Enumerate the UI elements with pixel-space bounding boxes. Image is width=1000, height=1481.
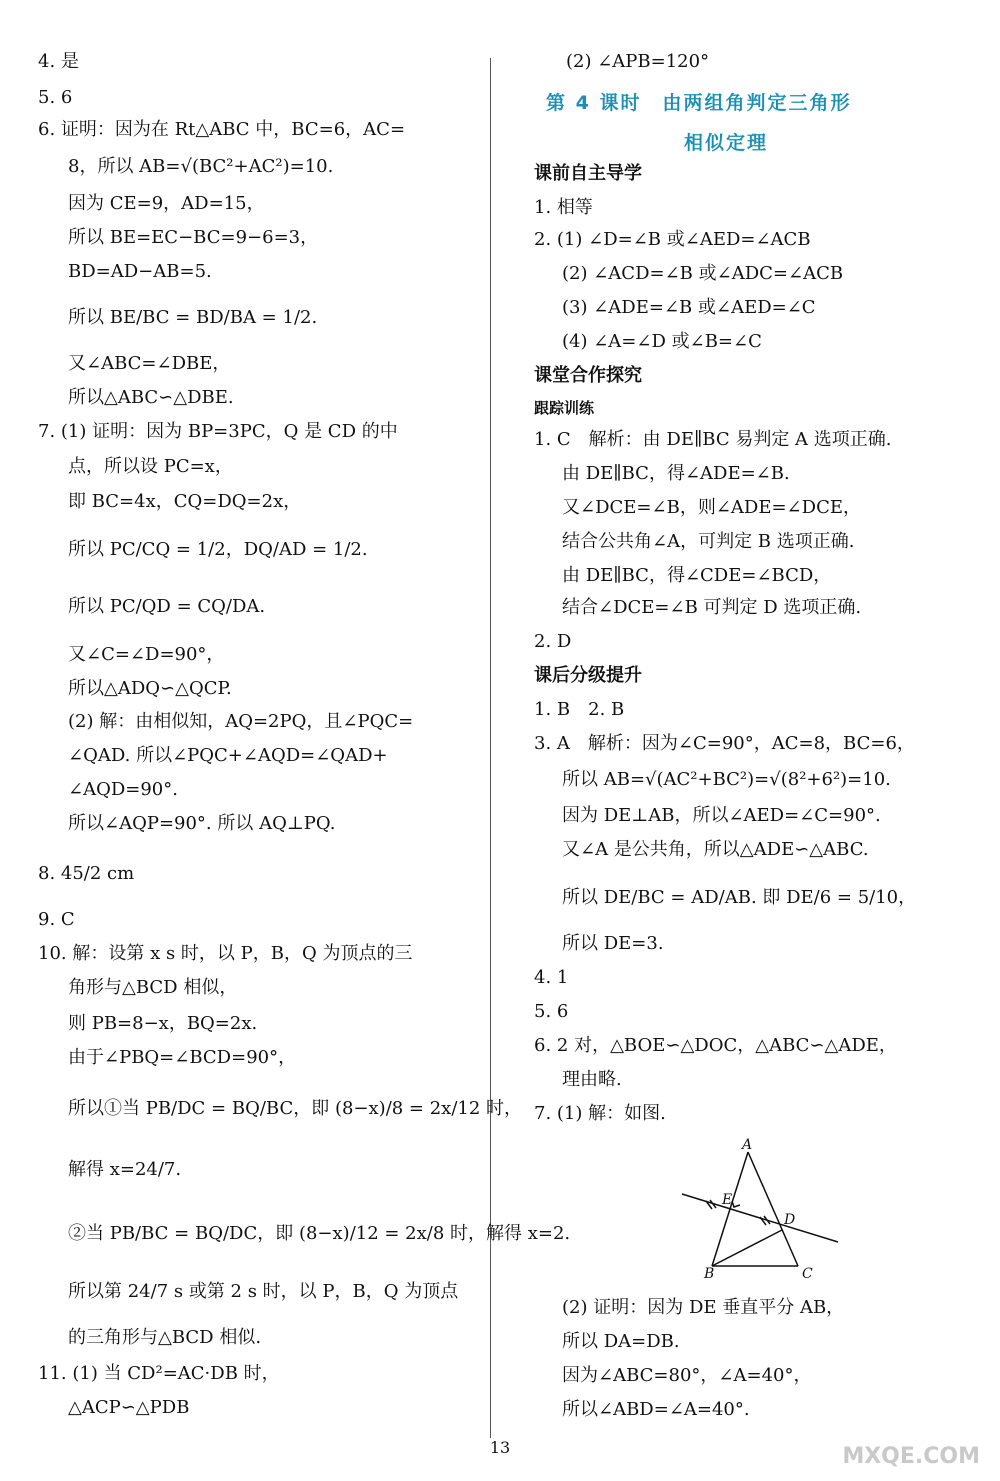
pre-answer-2-4: (4) ∠A=∠D 或∠B=∠C [562,331,762,352]
answer-6-line1: 6. 证明：因为在 Rt△ABC 中，BC=6，AC= [38,119,406,140]
answer-10-line9: 的三角形与△BCD 相似. [68,1327,262,1348]
track-answer-1-line4: 结合公共角∠A，可判定 B 选项正确. [562,531,855,552]
heading-pre-class: 课前自主导学 [534,163,642,184]
track-answer-1-line6: 结合∠DCE=∠B 可判定 D 选项正确. [562,597,862,618]
after-answer-3-line6: 所以 DE=3. [562,933,664,954]
after-answer-5: 5. 6 [534,1001,569,1022]
answer-6-line4: 所以 BE=EC−BC=9−6=3， [68,227,319,248]
answer-4: 4. 是 [38,51,79,72]
vertex-label-e: E [722,1192,733,1208]
heading-after-class: 课后分级提升 [534,665,642,686]
track-answer-1-line1: 1. C 解析：由 DE∥BC 易判定 A 选项正确. [534,429,892,450]
section-title-line2: 相似定理 [684,132,769,154]
answer-11-line2: △ACP∽△PDB [68,1397,190,1418]
after-answer-7-line4: 因为∠ABC=80°，∠A=40°， [562,1365,812,1386]
answer-7-line5: 所以 PC/QD = CQ/DA. [68,596,266,617]
heading-in-class: 课堂合作探究 [534,365,642,386]
answer-7-line11: 所以∠AQP=90°. 所以 AQ⊥PQ. [68,813,336,834]
pre-answer-1: 1. 相等 [534,197,593,218]
pre-answer-2-3: (3) ∠ADE=∠B 或∠AED=∠C [562,297,816,318]
answer-10-line8: 所以第 24/7 s 或第 2 s 时，以 P，B，Q 为顶点 [68,1281,459,1302]
answer-6-line5: BD=AD−AB=5. [68,261,212,282]
vertex-label-b: B [704,1266,715,1280]
answer-7-line6: 又∠C=∠D=90°， [68,644,225,665]
after-answer-3-line3: 因为 DE⊥AB，所以∠AED=∠C=90°. [562,805,881,826]
page-number: 13 [489,1438,511,1457]
vertex-label-c: C [802,1266,813,1280]
triangle-figure [670,1138,840,1280]
answer-6-line6: 所以 BE/BC = BD/BA = 1/2. [68,307,318,328]
after-answer-7-line3: 所以 DA=DB. [562,1331,680,1352]
answer-10-line4: 由于∠PBQ=∠BCD=90°， [68,1047,297,1068]
answer-7-line8: (2) 解：由相似知，AQ=2PQ，且∠PQC= [68,711,414,732]
answer-10-line5: 所以①当 PB/DC = BQ/BC，即 (8−x)/8 = 2x/12 时， [68,1098,523,1119]
answer-10-line1: 10. 解：设第 x s 时，以 P，B，Q 为顶点的三 [38,943,413,964]
after-answer-4: 4. 1 [534,967,569,988]
vertex-label-d: D [784,1212,796,1228]
vertex-label-a: A [742,1138,753,1153]
answer-5: 5. 6 [38,87,73,108]
answer-10-line6: 解得 x=24/7. [68,1159,182,1180]
track-answer-1-line5: 由 DE∥BC，得∠CDE=∠BCD， [562,565,832,586]
answer-6-line8: 所以△ABC∽△DBE. [68,387,234,408]
section-title-line1: 第 4 课时 由两组角判定三角形 [546,92,852,114]
track-answer-1-line2: 由 DE∥BC，得∠ADE=∠B. [562,463,790,484]
pre-answer-2-2: (2) ∠ACD=∠B 或∠ADC=∠ACB [562,263,844,284]
watermark-logo: MXQE.COM [842,1444,980,1469]
answer-6-line3: 因为 CE=9，AD=15， [68,193,265,214]
answer-10-line7: ②当 PB/BC = BQ/DC，即 (8−x)/12 = 2x/8 时，解得 x=2. [68,1223,571,1244]
heading-tracking: 跟踪训练 [534,399,595,417]
answer-7-line2: 点，所以设 PC=x， [68,456,233,477]
after-answer-3-line1: 3. A 解析：因为∠C=90°，AC=8，BC=6， [534,733,915,754]
after-answer-3-line2: 所以 AB=√(AC²+BC²)=√(8²+6²)=10. [562,769,891,790]
pre-answer-2-1: 2. (1) ∠D=∠B 或∠AED=∠ACB [534,229,811,250]
after-answer-7-line2: (2) 证明：因为 DE 垂直平分 AB， [562,1297,845,1318]
after-answer-7-line5: 所以∠ABD=∠A=40°. [562,1399,750,1420]
track-answer-2: 2. D [534,631,572,652]
answer-6-line7: 又∠ABC=∠DBE， [68,353,231,374]
answer-7-line10: ∠AQD=90°. [68,779,178,800]
answer-9: 9. C [38,909,75,930]
answer-7-line4: 所以 PC/CQ = 1/2，DQ/AD = 1/2. [68,539,368,560]
answer-7-line7: 所以△ADQ∽△QCP. [68,678,232,699]
prev-answer-2: (2) ∠APB=120° [566,51,710,72]
after-answer-1-2: 1. B 2. B [534,699,625,720]
track-answer-1-line3: 又∠DCE=∠B，则∠ADE=∠DCE， [562,497,861,518]
after-answer-3-line4: 又∠A 是公共角，所以△ADE∽△ABC. [562,839,869,860]
answer-7-line9: ∠QAD. 所以∠PQC+∠AQD=∠QAD+ [68,745,388,766]
answer-6-line2: 8，所以 AB=√(BC²+AC²)=10. [68,156,334,177]
after-answer-6-line2: 理由略. [562,1069,622,1090]
after-answer-6-line1: 6. 2 对，△BOE∽△DOC，△ABC∽△ADE， [534,1035,897,1056]
after-answer-3-line5: 所以 DE/BC = AD/AB. 即 DE/6 = 5/10， [562,887,917,908]
after-answer-7-line1: 7. (1) 解：如图. [534,1103,666,1124]
answer-11-line1: 11. (1) 当 CD²=AC·DB 时， [38,1363,280,1384]
answer-8: 8. 45/2 cm [38,863,135,884]
answer-10-line2: 角形与△BCD 相似， [68,977,238,998]
answer-7-line1: 7. (1) 证明：因为 BP=3PC，Q 是 CD 的中 [38,421,398,442]
answer-10-line3: 则 PB=8−x，BQ=2x. [68,1013,258,1034]
answer-7-line3: 即 BC=4x，CQ=DQ=2x， [68,491,302,512]
